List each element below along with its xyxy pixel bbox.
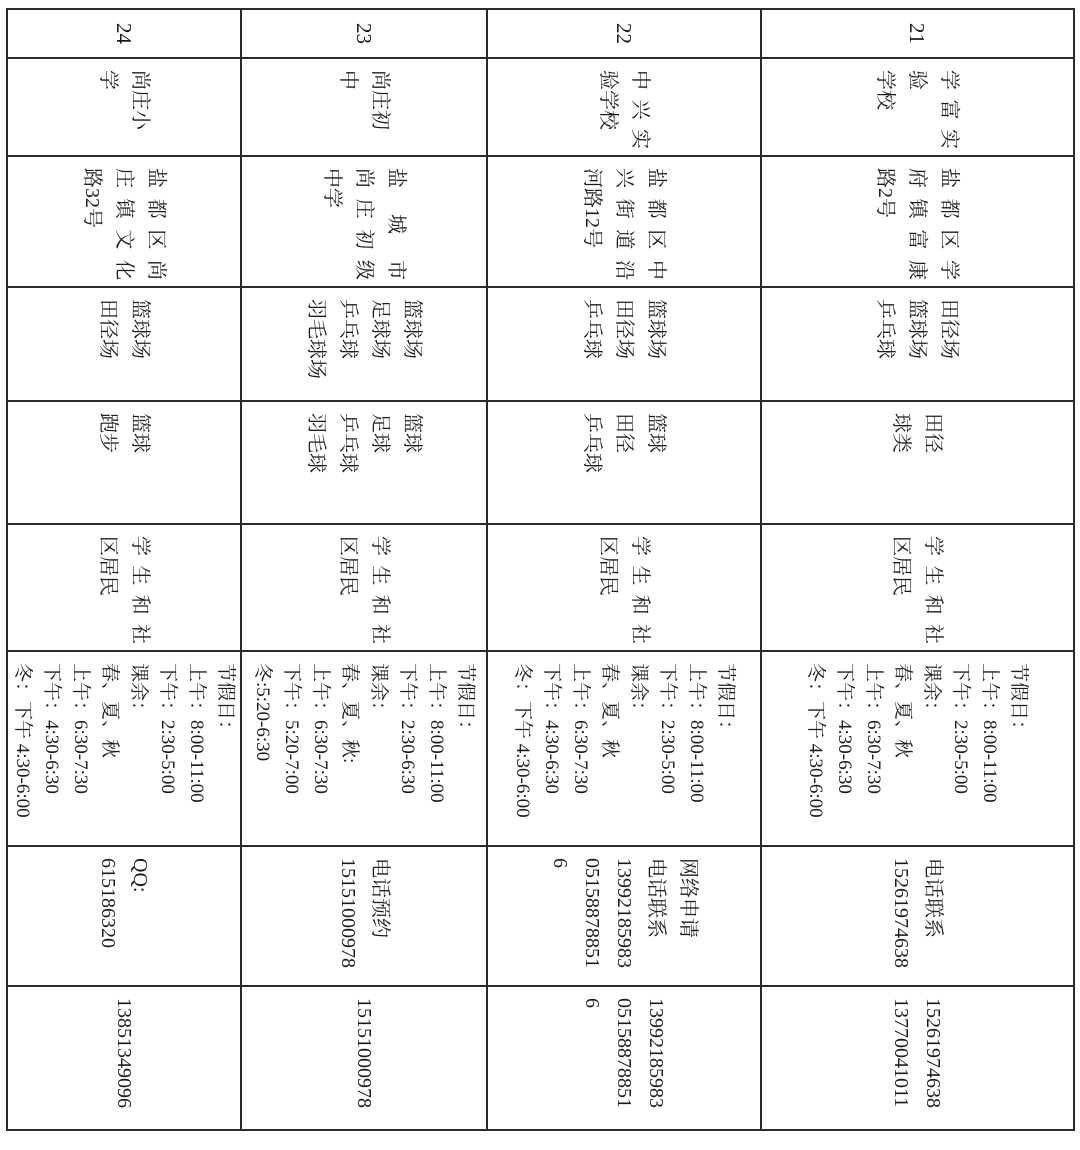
cell-facilities-row-22	[486, 288, 760, 402]
school-name-line: 尚庄初中	[337, 70, 391, 130]
cell-open-audience-row-21	[760, 525, 1073, 652]
contact-phone-line: 6	[581, 998, 603, 1008]
open-time-line: 冬：下午 4:30-6:00	[512, 663, 533, 818]
facilities-line: 田径场	[97, 299, 119, 359]
address-line: 兴街道沿	[613, 168, 635, 280]
cell-open-items-row-24	[8, 402, 240, 525]
contact-phone-line: 13770041011	[890, 998, 913, 1108]
open-time-line: 下午：2:30-5:00	[657, 663, 678, 794]
contact-phone-line: 13851349096	[113, 998, 135, 1108]
cell-address-row-21	[760, 157, 1073, 288]
facilities-line: 乒乓球	[874, 299, 897, 359]
cell-open-time-row-24	[8, 652, 240, 847]
cell-open-audience-row-22	[486, 525, 760, 652]
school-name-line: 学富实验	[906, 70, 961, 149]
facilities-line: 田径场	[613, 299, 635, 359]
cell-open-audience-row-24	[8, 525, 240, 652]
cell-open-time-row-22	[486, 652, 760, 847]
number-line: 24	[112, 23, 136, 44]
open-items-line: 田径	[613, 413, 635, 453]
cell-school-name-row-24	[8, 59, 240, 157]
cell-reservation-method-row-21	[760, 847, 1073, 987]
open-audience-line: 学生和社	[629, 536, 651, 644]
cell-reservation-method-row-22	[486, 847, 760, 987]
address-line: 盐城市	[385, 168, 407, 280]
open-items-line: 田径	[922, 413, 945, 453]
reservation-method-line: QQ:	[129, 858, 151, 893]
open-time-line: 下午：2:30-5:00	[157, 663, 178, 794]
open-time-line: 节假日：	[215, 663, 236, 740]
address-line: 庄镇文化	[113, 168, 135, 280]
facilities-line: 篮球场	[906, 299, 929, 359]
facilities-line: 篮球场	[401, 299, 423, 359]
school-name-line: 尚庄小学	[97, 70, 151, 130]
facilities-line: 足球场	[369, 299, 391, 359]
cell-open-audience-row-23	[240, 525, 486, 652]
open-audience-line: 学生和社	[922, 536, 945, 644]
address-line: 路2号	[874, 168, 897, 218]
cell-facilities-row-23	[240, 288, 486, 402]
number-line: 21	[905, 23, 930, 44]
cell-school-name-row-22	[486, 59, 760, 157]
address-line: 尚庄初级	[353, 168, 375, 280]
open-time-line: 节假日：	[455, 663, 476, 740]
open-audience-line: 区居民	[890, 536, 913, 596]
cell-number-row-24	[8, 10, 240, 59]
open-items-line: 乒乓球	[337, 413, 359, 473]
cell-open-time-row-23	[240, 652, 486, 847]
open-items-line: 足球	[369, 413, 391, 453]
facilities-line: 田径场	[938, 299, 961, 359]
cell-number-row-21	[760, 10, 1073, 59]
reservation-method-line: 电话联系	[645, 858, 667, 938]
open-time-line: 冬：下午 4:30-6:00	[12, 663, 33, 818]
open-time-line: 上午：8:00-11:00	[186, 663, 207, 803]
cell-contact-phone-row-21	[760, 987, 1073, 1129]
address-line: 府镇富康	[906, 168, 929, 280]
open-items-line: 跑步	[97, 413, 119, 453]
cell-contact-phone-row-23	[240, 987, 486, 1129]
reservation-method-line: 电话联系	[922, 858, 945, 938]
cell-open-items-row-22	[486, 402, 760, 525]
reservation-method-line: 6	[549, 858, 571, 868]
open-time-line: 冬：下午 4:30-6:00	[805, 663, 827, 818]
open-time-line: 春、夏、秋:	[339, 663, 360, 764]
open-time-line: 课余：	[368, 663, 389, 721]
facilities-line: 羽毛球场	[305, 299, 327, 379]
open-time-line: 春、夏、秋	[599, 663, 620, 759]
school-name-line: 学校	[874, 70, 897, 110]
open-time-line: 上午：8:00-11:00	[979, 663, 1001, 803]
reservation-method-line: 13992185983	[613, 858, 635, 968]
open-time-line: 课余：	[921, 663, 943, 721]
table-grid	[6, 8, 1075, 1131]
address-line: 河路12号	[581, 168, 603, 248]
open-time-line: 上午：6:30-7:30	[70, 663, 91, 794]
open-audience-line: 学生和社	[369, 536, 391, 644]
open-time-line: 下午：4:30-6:30	[541, 663, 562, 794]
open-time-line: 下午：2:30-5:00	[950, 663, 972, 794]
open-audience-line: 区居民	[597, 536, 619, 596]
cell-reservation-method-row-24	[8, 847, 240, 987]
open-time-line: 冬:5:20-6:30	[252, 663, 273, 762]
cell-open-items-row-21	[760, 402, 1073, 525]
address-line: 中学	[321, 168, 343, 208]
cell-address-row-22	[486, 157, 760, 288]
open-time-line: 上午：6:30-7:30	[863, 663, 885, 794]
cell-open-time-row-21	[760, 652, 1073, 847]
open-time-line: 节假日：	[1008, 663, 1030, 740]
cell-address-row-23	[240, 157, 486, 288]
facilities-line: 乒乓球	[337, 299, 359, 359]
open-time-line: 春、夏、秋	[892, 663, 914, 759]
open-time-line: 节假日：	[715, 663, 736, 740]
facilities-line: 乒乓球	[581, 299, 603, 359]
address-line: 路32号	[81, 168, 103, 228]
reservation-method-line: 电话预约	[369, 858, 391, 938]
open-audience-line: 区居民	[97, 536, 119, 596]
school-name-line: 中兴实	[629, 70, 651, 149]
cell-contact-phone-row-24	[8, 987, 240, 1129]
open-items-line: 乒乓球	[581, 413, 603, 473]
open-items-line: 篮球	[129, 413, 151, 453]
contact-phone-line: 13992185983	[645, 998, 667, 1108]
open-items-line: 篮球	[645, 413, 667, 453]
open-time-line: 下午：5:20-7:00	[281, 663, 302, 794]
address-line: 盐都区中	[645, 168, 667, 280]
reservation-method-line: 网络申请	[677, 858, 699, 938]
cell-school-name-row-21	[760, 59, 1073, 157]
reservation-method-line: 15151000978	[337, 858, 359, 968]
facilities-line: 篮球场	[129, 299, 151, 359]
open-time-line: 课余：	[628, 663, 649, 721]
school-name-line: 验学校	[597, 70, 619, 130]
address-line: 盐都区尚	[145, 168, 167, 280]
number-line: 23	[352, 23, 376, 44]
facilities-line: 篮球场	[645, 299, 667, 359]
open-time-line: 上午：8:00-11:00	[686, 663, 707, 803]
open-time-line: 下午：2:30-6:30	[397, 663, 418, 794]
open-time-line: 上午：6:30-7:30	[310, 663, 331, 794]
open-time-line: 春、夏、秋	[99, 663, 120, 759]
open-time-line: 下午：4:30-6:30	[834, 663, 856, 794]
cell-number-row-22	[486, 10, 760, 59]
open-time-line: 上午：8:00-11:00	[426, 663, 447, 803]
contact-phone-line: 15261974638	[922, 998, 945, 1108]
cell-reservation-method-row-23	[240, 847, 486, 987]
address-line: 盐都区学	[938, 168, 961, 280]
reservation-method-line: 05158878851	[581, 858, 603, 968]
open-items-line: 篮球	[401, 413, 423, 453]
cell-facilities-row-21	[760, 288, 1073, 402]
cell-contact-phone-row-22	[486, 987, 760, 1129]
cell-number-row-23	[240, 10, 486, 59]
number-line: 22	[612, 23, 636, 44]
reservation-method-line: 15261974638	[890, 858, 913, 968]
open-time-line: 下午：4:30-6:30	[41, 663, 62, 794]
open-items-line: 羽毛球	[305, 413, 327, 473]
cell-school-name-row-23	[240, 59, 486, 157]
cell-address-row-24	[8, 157, 240, 288]
cell-facilities-row-24	[8, 288, 240, 402]
open-audience-line: 学生和社	[129, 536, 151, 644]
contact-phone-line: 15151000978	[353, 998, 375, 1108]
reservation-method-line: 615186320	[97, 858, 119, 948]
open-time-line: 课余：	[128, 663, 149, 721]
open-audience-line: 区居民	[337, 536, 359, 596]
open-time-line: 上午：6:30-7:30	[570, 663, 591, 794]
contact-phone-line: 05158878851	[613, 998, 635, 1108]
open-items-line: 球类	[890, 413, 913, 453]
cell-open-items-row-23	[240, 402, 486, 525]
